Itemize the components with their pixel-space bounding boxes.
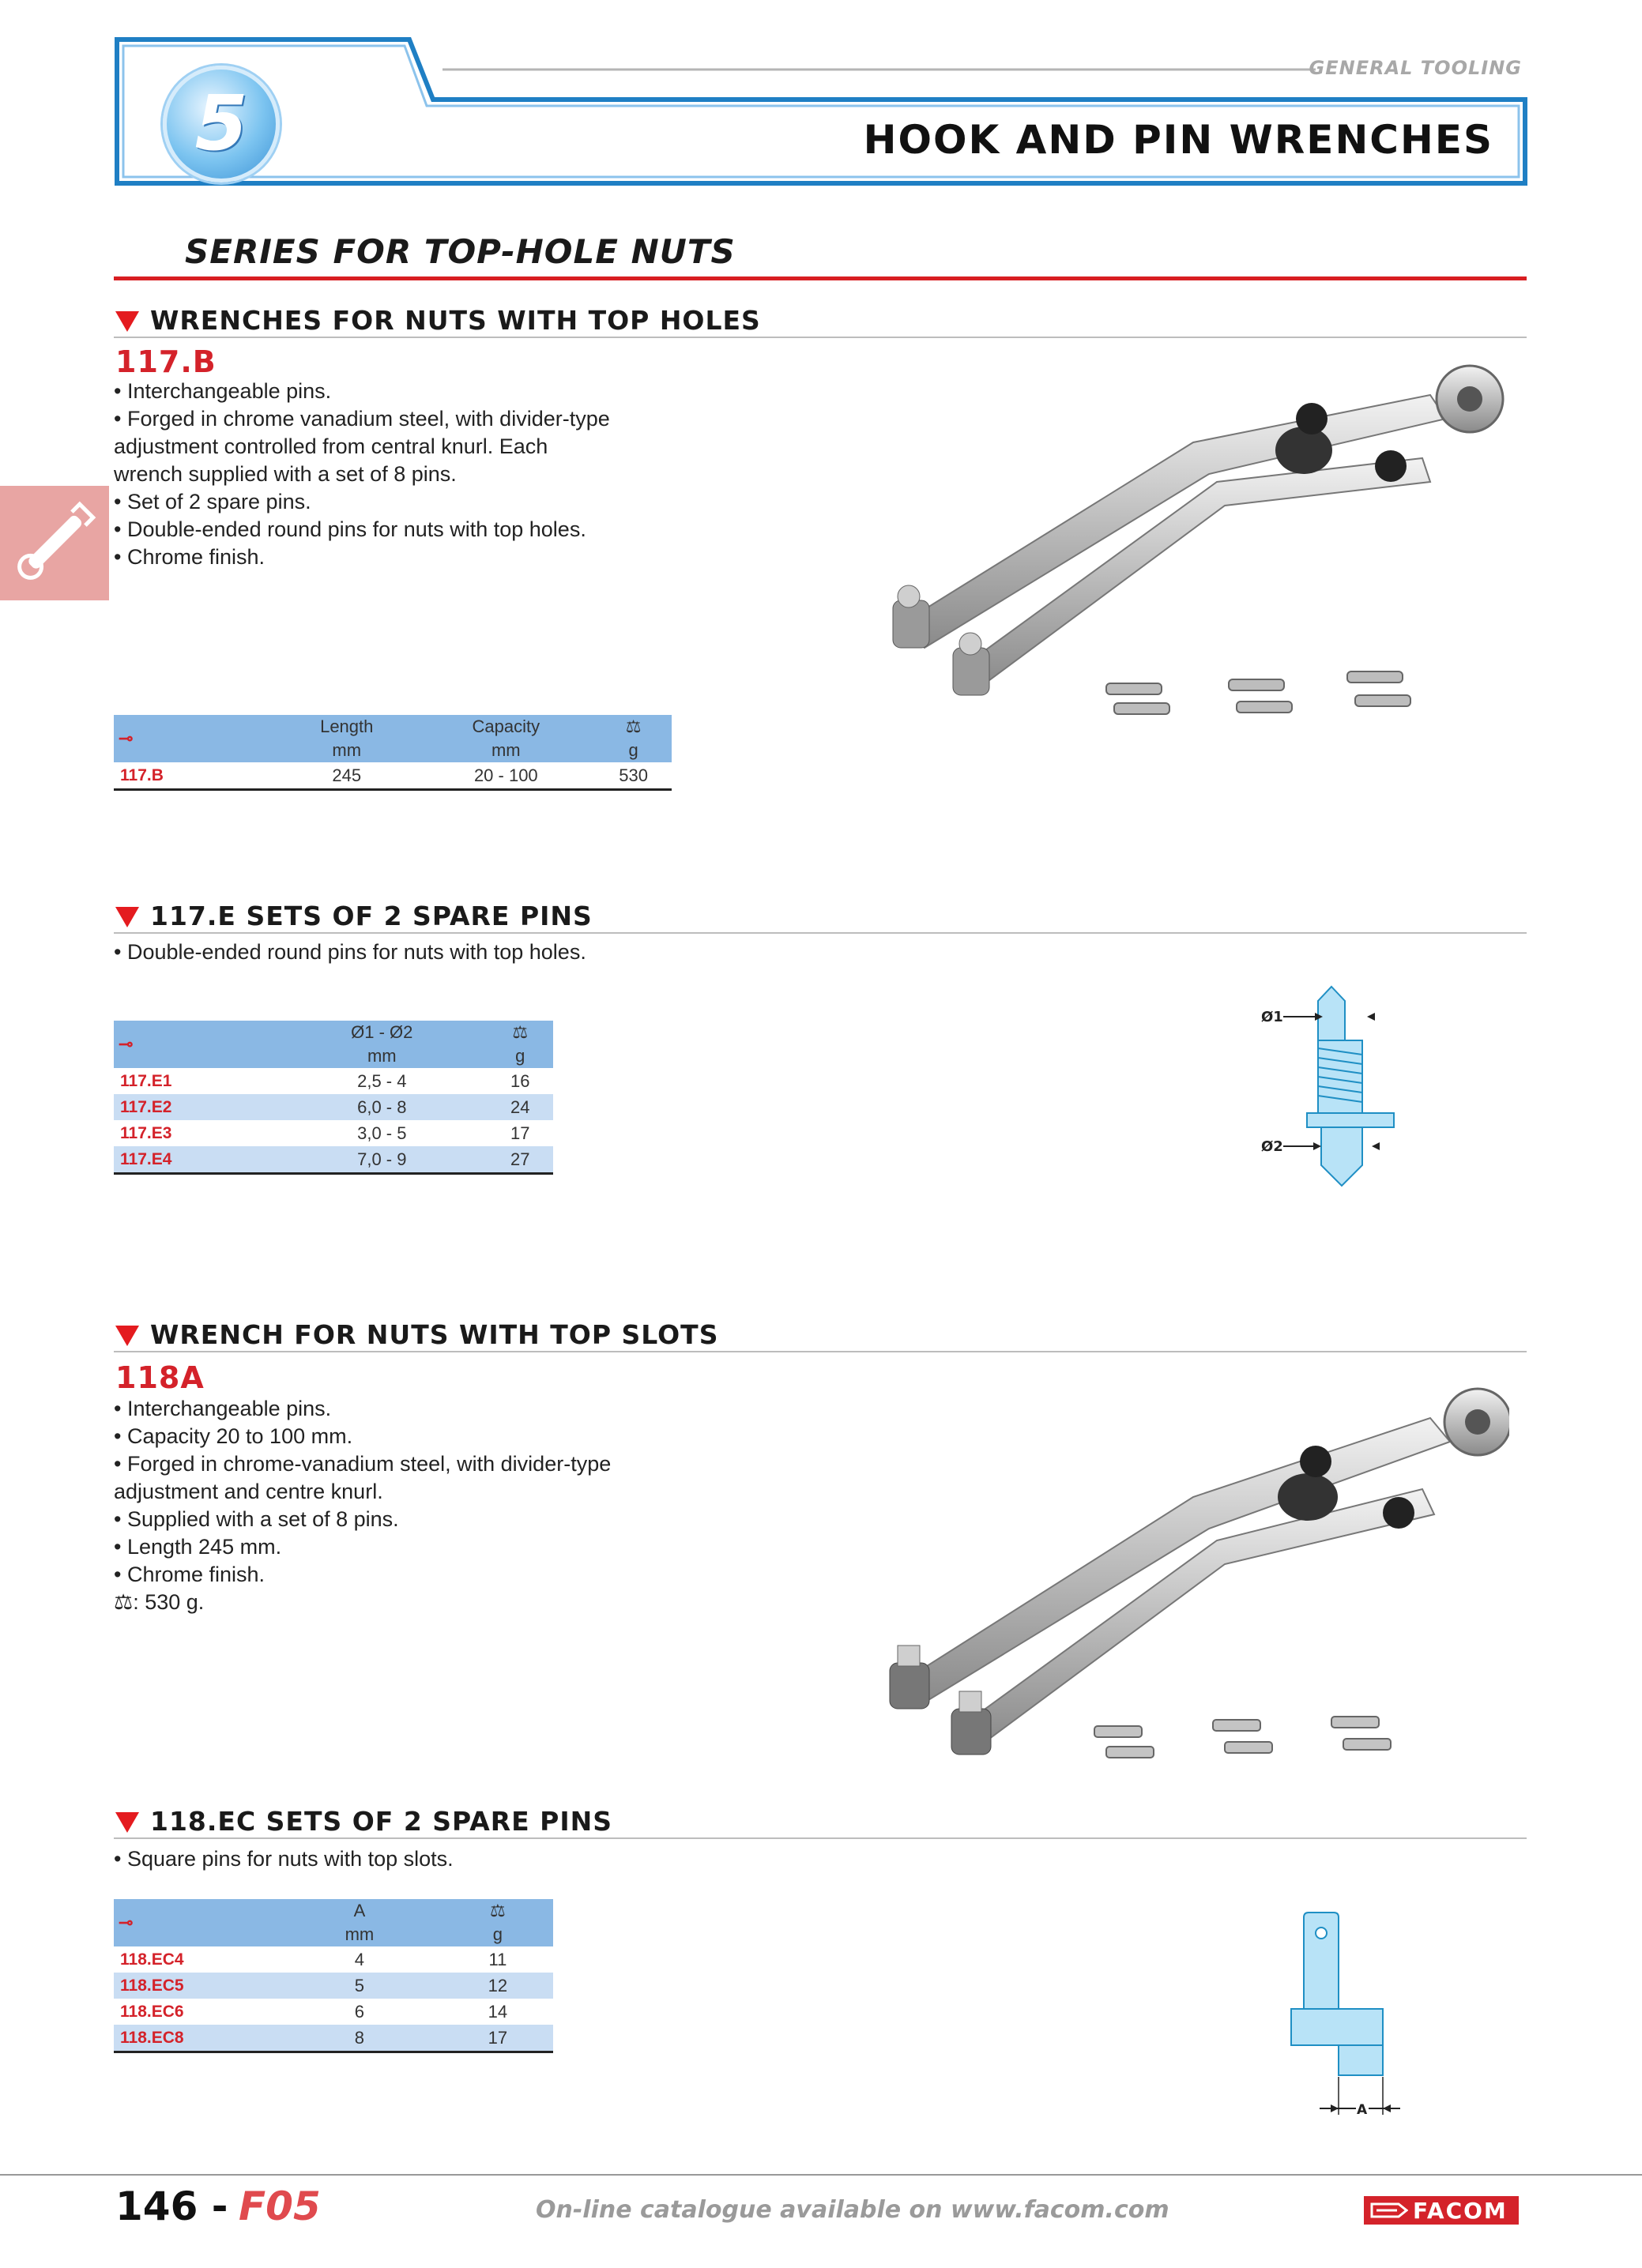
facom-mark-icon <box>1370 2201 1408 2220</box>
desc-line: • Double-ended round pins for nuts with top holes. <box>114 940 586 964</box>
series-title: SERIES FOR TOP-HOLE NUTS <box>185 232 736 271</box>
cell-ref: 118.EC4 <box>120 1950 184 1969</box>
cell-weight: 14 <box>488 2001 508 2022</box>
weight-icon: ⚖ <box>488 1021 553 1044</box>
table-row <box>114 1999 553 2025</box>
triangle-marker-icon <box>115 907 139 927</box>
desc-line: wrench supplied with a set of 8 pins. <box>114 462 457 486</box>
desc-line: • Square pins for nuts with top slots. <box>114 1847 454 1871</box>
cell-ref: 118.EC8 <box>114 2025 277 2052</box>
wrench-icon <box>0 486 109 600</box>
product-ref: 117.B <box>115 344 217 379</box>
unit-g: g <box>488 1044 553 1068</box>
wrench-117b-image <box>877 363 1509 758</box>
cell-weight: 530 <box>595 762 672 790</box>
cell-weight: 17 <box>443 2025 553 2052</box>
desc-line: • Chrome finish. <box>114 545 266 569</box>
weight-icon: ⚖ <box>114 1590 134 1614</box>
reference-icon: ⊸ <box>114 1021 277 1068</box>
section-heading-text: WRENCHES FOR NUTS WITH TOP HOLES <box>150 305 761 336</box>
cell-weight: 11 <box>488 1949 507 1969</box>
triangle-marker-icon <box>115 1326 139 1346</box>
table-row <box>114 1068 553 1094</box>
diameter-1-label: Ø1 <box>1261 1009 1283 1025</box>
brand-text: FACOM <box>1413 2198 1508 2224</box>
table-row <box>114 1094 553 1120</box>
description-117b <box>114 378 667 571</box>
chapter-side-tab <box>0 486 109 600</box>
cell-ref: 117.B <box>114 762 277 790</box>
spec-table-117b <box>114 715 672 791</box>
unit-g: g <box>595 739 672 762</box>
unit-mm: mm <box>277 1923 443 1946</box>
unit-mm: mm <box>277 1044 488 1068</box>
square-pin-diagram <box>1280 1908 1407 2129</box>
weight-icon: ⚖ <box>595 715 672 739</box>
product-ref: 118A <box>115 1360 205 1395</box>
cell-a: 6 <box>354 2001 365 2022</box>
round-pin-diagram <box>1248 984 1438 1197</box>
cell-length: 245 <box>277 762 416 790</box>
desc-line: adjustment controlled from central knurl. Each <box>114 434 548 458</box>
cell-a: 5 <box>277 1973 443 1999</box>
reference-icon: ⊸ <box>114 1899 277 1946</box>
cell-weight: 24 <box>488 1094 553 1120</box>
section-heading-text: WRENCH FOR NUTS WITH TOP SLOTS <box>150 1319 719 1350</box>
table-row <box>114 1973 553 1999</box>
diameter-2-label: Ø2 <box>1261 1138 1283 1155</box>
cell-capacity: 20 - 100 <box>416 762 595 790</box>
spec-table-118ec <box>114 1899 553 2053</box>
dimension-a-label: A <box>1357 2102 1368 2118</box>
spec-table-117e <box>114 1021 553 1175</box>
cell-a: 8 <box>277 2025 443 2052</box>
wrench-118a-image <box>877 1378 1509 1789</box>
footer-rule <box>0 2174 1642 2176</box>
unit-g: g <box>443 1923 553 1946</box>
desc-line: • Interchangeable pins. <box>114 1397 332 1420</box>
catalogue-link-text: On-line catalogue available on www.facom.com <box>536 2196 1169 2224</box>
cell-a: 4 <box>354 1949 365 1969</box>
desc-line: • Interchangeable pins. <box>114 379 332 403</box>
cell-diameter: 7,0 - 9 <box>277 1146 488 1174</box>
table-row <box>114 1146 553 1174</box>
desc-line: • Forged in chrome-vanadium steel, with divider-type <box>114 1452 612 1476</box>
weight-line <box>114 1589 667 1616</box>
section-heading-text: 117.E SETS OF 2 SPARE PINS <box>150 901 593 931</box>
triangle-marker-icon <box>115 311 139 332</box>
table-row <box>114 1120 553 1146</box>
desc-line: • Set of 2 spare pins. <box>114 490 311 513</box>
facom-logo <box>1364 2196 1519 2225</box>
chapter-badge <box>163 66 280 182</box>
section-heading-top-slots <box>114 1319 1527 1352</box>
cell-ref: 117.E2 <box>114 1094 277 1120</box>
desc-line: adjustment and centre knurl. <box>114 1480 383 1503</box>
page-number: 146 - <box>115 2183 228 2229</box>
description-118ec <box>114 1845 667 1873</box>
unit-mm: mm <box>416 739 595 762</box>
cell-weight: 16 <box>510 1070 530 1091</box>
chapter-number: 5 <box>194 79 248 167</box>
col-header-a: A <box>277 1899 443 1923</box>
description-118a <box>114 1395 667 1616</box>
cell-ref: 118.EC6 <box>120 2002 184 2021</box>
section-heading-spare-pins-117e <box>114 901 1527 934</box>
desc-line: • Chrome finish. <box>114 1563 266 1586</box>
cell-diameter: 3,0 - 5 <box>357 1123 407 1143</box>
table-row <box>114 2025 553 2052</box>
cell-ref: 117.E1 <box>120 1071 172 1090</box>
desc-line: • Forged in chrome vanadium steel, with divider-type <box>114 407 610 431</box>
cell-weight: 12 <box>443 1973 553 1999</box>
table-row <box>114 1946 553 1973</box>
title-rule <box>114 276 1527 280</box>
unit-mm: mm <box>277 739 416 762</box>
cell-ref: 117.E3 <box>120 1123 172 1142</box>
section-heading-text: 118.EC SETS OF 2 SPARE PINS <box>150 1806 613 1837</box>
col-header-capacity: Capacity <box>416 715 595 739</box>
reference-icon: ⊸ <box>114 715 277 762</box>
cell-weight: 27 <box>488 1146 553 1174</box>
section-heading-spare-pins-118ec <box>114 1806 1527 1839</box>
section-heading-top-holes <box>114 305 1527 338</box>
cell-ref: 118.EC5 <box>114 1973 277 1999</box>
cell-weight: 17 <box>510 1123 530 1143</box>
col-header-diameter: Ø1 - Ø2 <box>277 1021 488 1044</box>
cell-diameter: 2,5 - 4 <box>357 1070 407 1091</box>
table-row <box>114 762 672 790</box>
section-label: GENERAL TOOLING <box>1309 57 1522 79</box>
cell-diameter: 6,0 - 8 <box>277 1094 488 1120</box>
page-title: HOOK AND PIN WRENCHES <box>863 117 1493 163</box>
description-117e <box>114 938 667 966</box>
desc-line: • Capacity 20 to 100 mm. <box>114 1424 353 1448</box>
weight-icon: ⚖ <box>443 1899 553 1923</box>
desc-line: • Length 245 mm. <box>114 1535 282 1559</box>
col-header-length: Length <box>277 715 416 739</box>
page-code: F05 <box>239 2183 321 2229</box>
desc-line: • Double-ended round pins for nuts with top holes. <box>114 517 586 541</box>
weight-value: : 530 g. <box>133 1590 205 1614</box>
desc-line: • Supplied with a set of 8 pins. <box>114 1507 399 1531</box>
cell-ref: 117.E4 <box>114 1146 277 1174</box>
triangle-marker-icon <box>115 1812 139 1833</box>
